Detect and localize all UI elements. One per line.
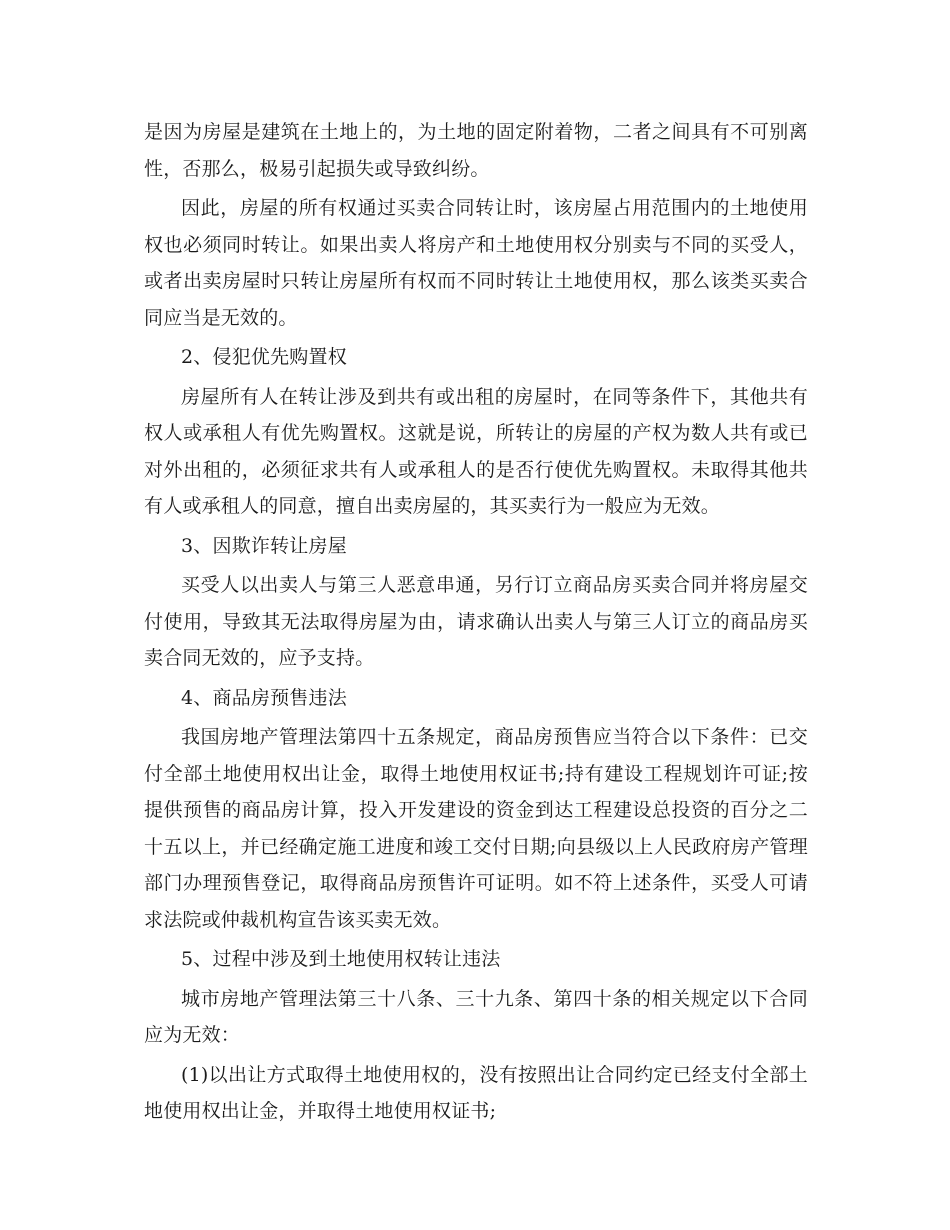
paragraph: 是因为房屋是建筑在土地上的，为土地的固定附着物，二者之间具有不可别离性，否那么，极易引起损失或导致纠纷。 [144, 121, 808, 180]
list-item: (1)以出让方式取得土地使用权的，没有按照出让合同约定已经支付全部土地使用权出让金，并取得土地使用权证书; [144, 1063, 808, 1122]
paragraph: 我国房地产管理法第四十五条规定，商品房预售应当符合以下条件：已交付全部土地使用权出让金，取得土地使用权证书;持有建设工程规划许可证;按提供预售的商品房计算，投入开发建设的资金到达工程建设总投资的百分之二十五以上，并已经确定施工进度和竣工交付日期;向县级以上人民政府房产管理部门办理预售登记，取得商品房预售许可证明。如不符上述条件，买受人可请求法院或仲裁机构宣告该买卖无效。 [144, 726, 808, 931]
section-heading: 4、商品房预售违法 [181, 686, 347, 709]
section-heading: 2、侵犯优先购置权 [181, 346, 347, 368]
paragraph: 房屋所有人在转让涉及到共有或出租的房屋时，在同等条件下，其他共有权人或承租人有优先购置权。这就是说，所转让的房屋的产权为数人共有或已对外出租的，必须征求共有人或承租人的是否行使优先购置权。未取得其他共有人或承租人的同意，擅自出卖房屋的，其买卖行为一般应为无效。 [144, 385, 808, 517]
section-heading: 3、因欺诈转让房屋 [181, 534, 347, 557]
section-heading: 5、过程中涉及到土地使用权转让违法 [181, 948, 501, 970]
paragraph: 城市房地产管理法第三十八条、三十九条、第四十条的相关规定以下合同应为无效： [144, 987, 808, 1046]
paragraph: 因此，房屋的所有权通过买卖合同转让时，该房屋占用范围内的土地使用权也必须同时转让。如果出卖人将房产和土地使用权分别卖与不同的买受人，或者出卖房屋时只转让房屋所有权而不同时转让土地使用权，那么该类买卖合同应当是无效的。 [144, 197, 808, 329]
paragraph: 买受人以出卖人与第三人恶意串通，另行订立商品房买卖合同并将房屋交付使用，导致其无法取得房屋为由，请求确认出卖人与第三人订立的商品房买卖合同无效的，应予支持。 [144, 574, 808, 669]
document-page [144, 114, 808, 1133]
